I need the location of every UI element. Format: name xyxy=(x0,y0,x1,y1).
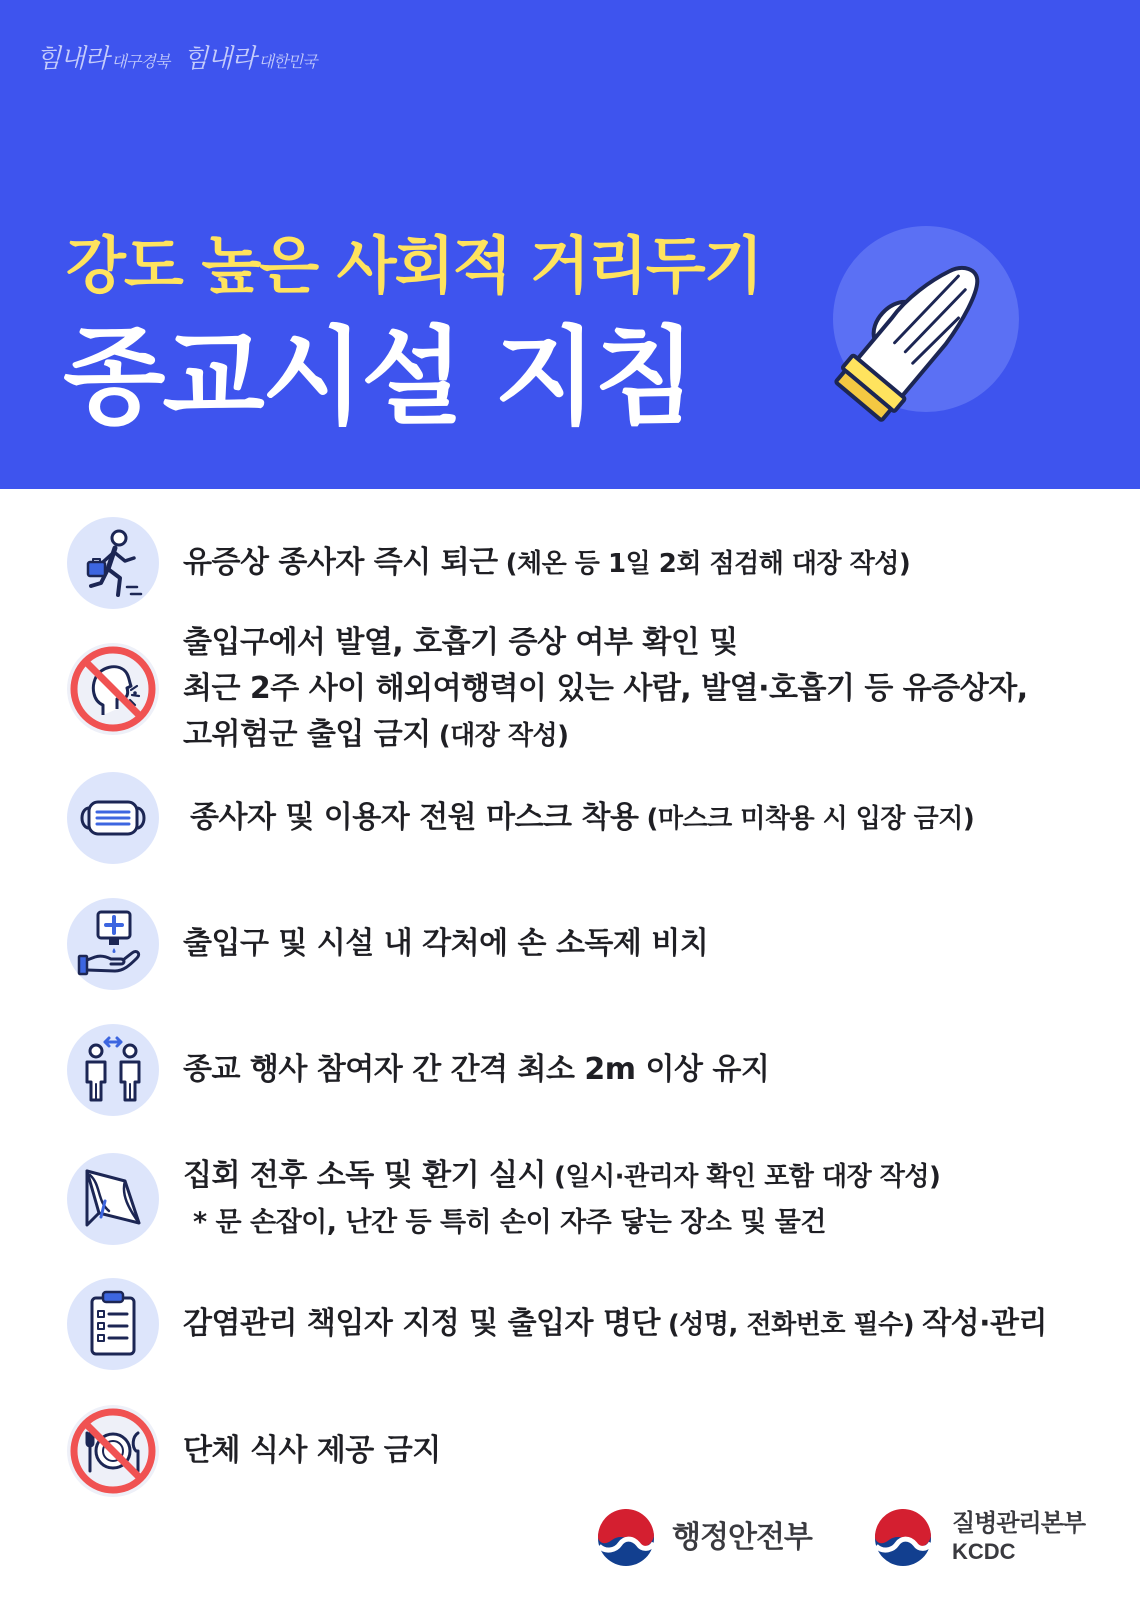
guideline-item xyxy=(0,896,1140,992)
guideline-line: 최근 2주 사이 해외여행력이 있는 사람, 발열·호흡기 등 유증상자, xyxy=(183,671,1028,706)
guideline-line xyxy=(183,712,1028,759)
guideline-main: 감염관리 책임자 지정 및 출입자 명단 xyxy=(183,1306,660,1341)
window-ventilation-icon xyxy=(65,1151,161,1247)
government-emblem-icon xyxy=(871,1506,935,1570)
guideline-main-after: 작성·관리 xyxy=(922,1306,1047,1341)
no-group-meal-icon xyxy=(65,1403,161,1499)
guideline-note: (마스크 미착용 시 입장 금지) xyxy=(646,804,975,834)
kcdc-label xyxy=(952,1508,1085,1566)
guideline-text xyxy=(183,1433,441,1469)
praying-hands-icon xyxy=(790,200,1040,450)
agency-abbreviation: KCDC xyxy=(952,1539,1016,1564)
slogan-part: 힘내라 xyxy=(36,44,109,74)
guideline-text xyxy=(183,1306,1047,1343)
person-leaving-icon xyxy=(65,515,161,611)
clipboard-list-icon xyxy=(65,1276,161,1372)
slogan-part: 대구경북 xyxy=(111,52,170,71)
hand-sanitizer-icon xyxy=(65,896,161,992)
agency-name: 질병관리본부 xyxy=(952,1509,1086,1537)
guideline-main: 단체 식사 제공 금지 xyxy=(183,1433,441,1468)
guideline-text xyxy=(183,620,1028,759)
subtitle-social-distancing: 강도 높은 사회적 거리두기 xyxy=(66,229,762,302)
face-mask-icon xyxy=(65,770,161,866)
guideline-item xyxy=(0,1276,1140,1372)
guideline-item xyxy=(0,1022,1140,1118)
guideline-main: 종교 행사 참여자 간 간격 최소 2m 이상 유지 xyxy=(183,1052,770,1087)
slogan-part: 대한민국 xyxy=(258,52,317,71)
guideline-note: (대장 작성) xyxy=(438,721,569,751)
social-distance-icon xyxy=(65,1022,161,1118)
government-emblem-icon xyxy=(594,1506,658,1570)
guideline-line: 출입구에서 발열, 호흡기 증상 여부 확인 및 xyxy=(183,625,738,660)
guideline-item xyxy=(0,625,1140,752)
guideline-line xyxy=(183,1153,940,1200)
guideline-text xyxy=(183,1052,769,1088)
guideline-main: 고위험군 출입 금지 xyxy=(183,717,431,752)
guideline-text xyxy=(190,800,974,837)
guideline-note: (체온 등 1일 2회 점검해 대장 작성) xyxy=(505,549,911,579)
guideline-note: (성명, 전화번호 필수) xyxy=(667,1310,915,1340)
guideline-item xyxy=(0,770,1140,866)
ministry-name: 행정안전부 xyxy=(672,1520,812,1555)
slogan-part: 힘내라 xyxy=(183,44,256,74)
guideline-text xyxy=(183,926,708,962)
guideline-main: 종사자 및 이용자 전원 마스크 착용 xyxy=(190,800,639,835)
guideline-subnote: * 문 손잡이, 난간 등 특히 손이 자주 닿는 장소 및 물건 xyxy=(193,1207,826,1238)
page-title: 종교시설 지침 xyxy=(63,316,694,439)
guideline-item xyxy=(0,515,1140,611)
guideline-main: 출입구 및 시설 내 각처에 손 소독제 비치 xyxy=(183,926,709,961)
guideline-main: 집회 전후 소독 및 환기 실시 xyxy=(183,1158,547,1193)
guideline-text xyxy=(183,1153,940,1246)
no-coughing-person-icon xyxy=(65,641,161,737)
guideline-item xyxy=(0,1151,1140,1247)
guideline-item xyxy=(0,1403,1140,1499)
handwritten-slogan xyxy=(36,38,330,74)
poster-header xyxy=(0,0,1140,489)
guideline-note: (일시·관리자 확인 포함 대장 작성) xyxy=(554,1162,941,1192)
guideline-text xyxy=(183,545,910,582)
guideline-main: 유증상 종사자 즉시 퇴근 xyxy=(183,545,498,580)
